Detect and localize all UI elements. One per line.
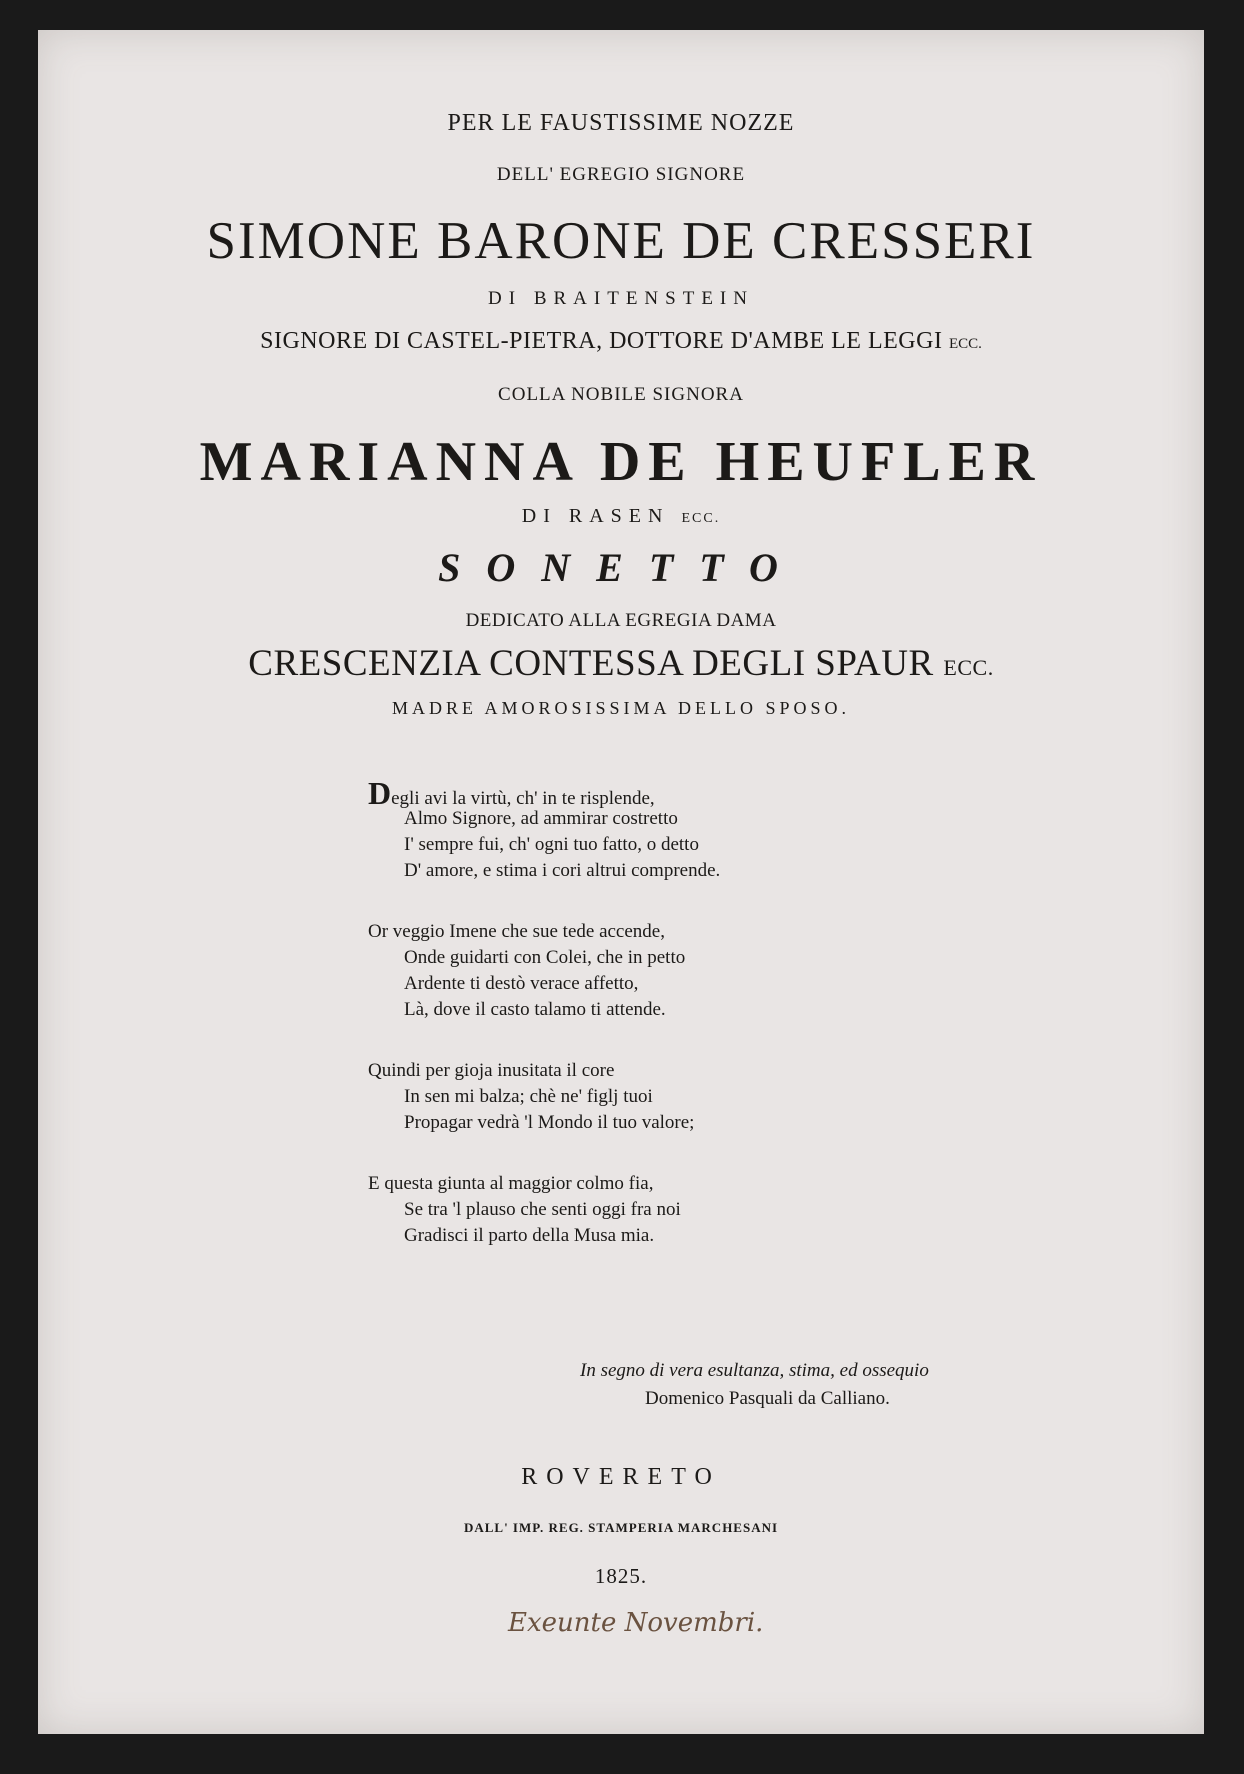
drop-cap: D [368, 775, 392, 811]
poem-line-text: egli avi la virtù, ch' in te risplende, [391, 788, 655, 809]
imprint-city: ROVERETO [521, 1464, 721, 1490]
groom-place: DI BRAITENSTEIN [488, 288, 754, 309]
stanza-2 [368, 919, 720, 1023]
stanza-4 [368, 1171, 720, 1249]
handwritten-note: Exeunte Novembri. [508, 1608, 764, 1638]
poem-line: Onde guidarti con Colei, che in petto [404, 947, 686, 968]
imprint-printer: DALL' IMP. REG. STAMPERIA MARCHESANI [463, 1520, 779, 1535]
poem-line: Là, dove il casto talamo ti attende. [404, 999, 666, 1020]
poem-line: I' sempre fui, ch' ogni tuo fatto, o detto [404, 834, 699, 855]
poem-line: Propagar vedrà 'l Mondo il tuo valore; [404, 1112, 695, 1133]
groom-name: SIMONE BARONE DE CRESSERI [206, 212, 1036, 270]
poem-line: D' amore, e stima i cori altrui comprende. [404, 860, 721, 881]
genre-title: SONETTO [438, 545, 804, 590]
stanza-3 [368, 1058, 720, 1136]
poem-line: E questa giunta al maggior colmo fia, [368, 1173, 654, 1194]
poem-line: In sen mi balza; chè ne' figlj tuoi [404, 1086, 653, 1107]
poem-line: Ardente ti destò verace affetto, [404, 973, 639, 994]
dedication-line: DEDICATO ALLA EGREGIA DAMA [465, 610, 777, 631]
dedicatee-name [38, 642, 1204, 685]
groom-titles [38, 328, 1204, 355]
signature-author: Domenico Pasquali da Calliano. [645, 1388, 890, 1409]
poem-line: Or veggio Imene che sue tede accende, [368, 921, 665, 942]
imprint-year: 1825. [594, 1564, 648, 1588]
dedicatee-text: CRESCENZIA CONTESSA DEGLI SPAUR [248, 643, 934, 684]
dedicatee-role: MADRE AMOROSISSIMA DELLO SPOSO. [391, 698, 851, 718]
poem-line: Se tra 'l plauso che senti oggi fra noi [404, 1199, 681, 1220]
printed-sheet [38, 30, 1204, 1734]
stanza-1 [368, 775, 721, 884]
bride-place-text: DI RASEN [521, 505, 670, 527]
groom-titles-text: SIGNORE DI CASTEL-PIETRA, DOTTORE D'AMBE LE LEGGI [260, 328, 943, 354]
poem-line: Gradisci il parto della Musa mia. [404, 1225, 655, 1246]
sonnet [368, 775, 721, 1284]
poem-line: Almo Signore, ad ammirar costretto [404, 808, 678, 829]
heading-line-1: PER LE FAUSTISSIME NOZZE [447, 110, 795, 136]
dedicatee-ecc: ECC. [943, 655, 994, 680]
signature-dedication: In segno di vera esultanza, stima, ed ossequio [580, 1360, 929, 1381]
bride-name: MARIANNA DE HEUFLER [199, 431, 1043, 493]
bride-place [38, 505, 1204, 528]
heading-line-2: DELL' EGREGIO SIGNORE [496, 164, 746, 185]
bride-place-ecc: ECC. [681, 511, 721, 526]
groom-titles-ecc: ECC. [948, 336, 982, 352]
poem-line: Quindi per gioja inusitata il core [368, 1060, 615, 1081]
poem-line [368, 775, 720, 811]
with-line: COLLA NOBILE SIGNORA [498, 384, 744, 405]
